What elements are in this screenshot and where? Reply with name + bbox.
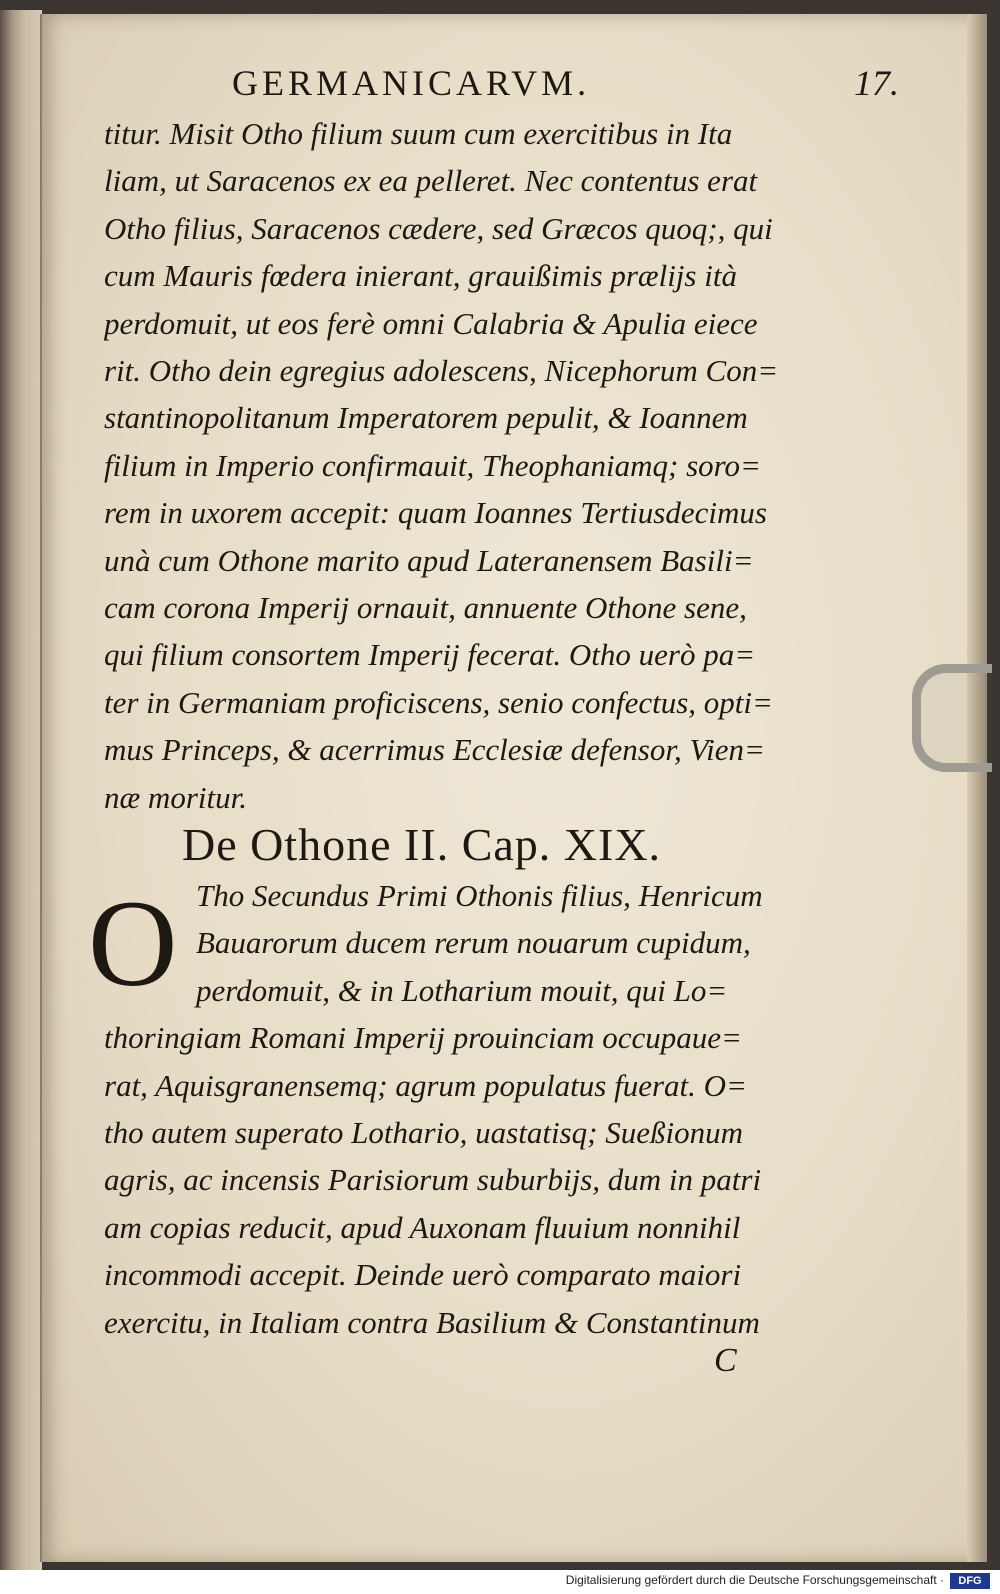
footer-bar	[0, 1570, 1000, 1594]
text-line: incommodi accepit. Deinde uerò comparato maiori	[104, 1257, 742, 1293]
left-page-edge	[0, 10, 42, 1570]
book-page	[40, 14, 987, 1562]
page-clip	[912, 664, 992, 772]
text-line: næ moritur.	[104, 779, 247, 815]
text-line: unà cum Othone marito apud Lateranensem Basili=	[104, 542, 754, 578]
text-line: stantinopolitanum Imperatorem pepulit, & Ioannem	[104, 400, 748, 436]
text-line: tho autem superato Lothario, uastatisq; Sueßionum	[104, 1115, 743, 1151]
text-line: Bauarorum ducem rerum nouarum cupidum,	[196, 925, 751, 961]
text-line: rem in uxorem accepit: quam Ioannes Tertiusdecimus	[104, 495, 767, 531]
page-edge	[967, 14, 987, 1562]
text-line: exercitu, in Italiam contra Basilium & Constantinum	[104, 1304, 760, 1340]
page-number: 17.	[854, 63, 899, 103]
text-line: Otho filius, Saracenos cædere, sed Græcos quoq;, qui	[104, 210, 773, 246]
text-line: filium in Imperio confirmauit, Theophaniamq; soro=	[104, 447, 761, 483]
catchword: C	[714, 1342, 737, 1379]
text-line: titur. Misit Otho filium suum cum exercitibus in Ita	[104, 116, 733, 151]
text-block-bottom	[104, 872, 844, 1346]
text-line: perdomuit, & in Lotharium mouit, qui Lo=	[196, 972, 728, 1008]
text-line: thoringiam Romani Imperij prouinciam occupaue=	[104, 1020, 742, 1056]
text-line: qui filium consortem Imperij fecerat. Otho uerò pa=	[104, 637, 756, 673]
dfg-logo: DFG	[950, 1573, 990, 1589]
text-line: am copias reducit, apud Auxonam fluuium nonnihil	[104, 1209, 741, 1245]
text-line: perdomuit, ut eos ferè omni Calabria & Apulia eiece	[104, 305, 758, 341]
text-line: rat, Aquisgranensemq; agrum populatus fuerat. O=	[104, 1067, 747, 1103]
text-line: Tho Secundus Primi Othonis filius, Henricum	[196, 878, 763, 913]
drop-cap: O	[88, 875, 178, 1012]
chapter-heading: De Othone II. Cap. XIX.	[182, 819, 662, 870]
text-line: rit. Otho dein egregius adolescens, Nicephorum Con=	[104, 353, 779, 389]
running-title: GERMANICARVM.	[232, 63, 591, 103]
text-line: cam corona Imperij ornauit, annuente Othone sene,	[104, 590, 747, 626]
text-line: ter in Germaniam proficiscens, senio confectus, opti=	[104, 684, 773, 720]
text-line: agris, ac incensis Parisiorum suburbijs, dum in patri	[104, 1162, 762, 1198]
text-block-top	[104, 110, 844, 821]
text-line: liam, ut Saracenos ex ea pelleret. Nec contentus erat	[104, 163, 758, 199]
running-header	[232, 62, 927, 112]
text-line: cum Mauris fœdera inierant, grauißimis prælijs ità	[104, 258, 737, 294]
text-line: mus Princeps, & acerrimus Ecclesiæ defensor, Vien=	[104, 732, 765, 768]
footer-credit: Digitalisierung gefördert durch die Deutsche Forschungsgemeinschaft ·	[565, 1573, 944, 1587]
